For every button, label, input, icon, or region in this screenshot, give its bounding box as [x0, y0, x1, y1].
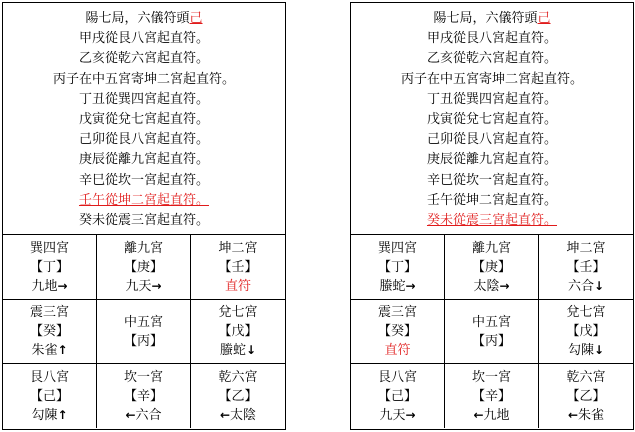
spirit-row [191, 341, 285, 360]
heavenly-stem: 【辛】 [123, 388, 163, 404]
rule-line [3, 90, 285, 110]
heavenly-stem: 【庚】 [471, 259, 511, 275]
spirit-row [351, 341, 444, 360]
rule-line-text: 癸未從震三宮起直符。 [426, 212, 557, 228]
palace-name: 坤二宮 [218, 240, 258, 256]
heavenly-stem: 【丁】 [377, 259, 417, 275]
rule-line-text: 己卯從艮八宮起直符。 [426, 132, 557, 148]
spirit-row [97, 406, 190, 425]
up-arrow: ↑ [57, 407, 68, 422]
spirit-row [539, 406, 633, 425]
rule-line-text: 戊寅從兌七宮起直符。 [426, 111, 557, 127]
spirit-name: 勾陳 [31, 407, 58, 423]
palace-cell [445, 364, 539, 428]
palace-cell [445, 235, 539, 300]
left-arrow: ← [125, 407, 136, 422]
spirit-row [445, 277, 538, 296]
heavenly-stem: 【己】 [29, 388, 69, 404]
heavenly-stem: 【辛】 [471, 388, 511, 404]
rule-line-text: 戊寅從兌七宮起直符。 [78, 111, 209, 127]
palace-cell [191, 300, 285, 364]
spirit-name: 直符 [384, 343, 411, 358]
rule-line [3, 130, 285, 150]
rule-line [351, 110, 633, 130]
palace-name: 坎一宮 [471, 369, 511, 385]
rule-line [3, 150, 285, 170]
rule-line-text: 丁丑從巽四宮起直符。 [426, 91, 557, 107]
palace-cell [191, 235, 285, 300]
palace-cell [3, 235, 97, 300]
palace-name: 兌七宮 [218, 305, 258, 320]
heavenly-stem: 【庚】 [123, 259, 163, 275]
rule-line-text: 辛巳從坎一宮起直符。 [78, 172, 209, 188]
palace-cell [97, 364, 191, 428]
rule-line [3, 49, 285, 69]
palace-name: 離九宮 [471, 240, 511, 256]
palace-name: 乾六宮 [218, 369, 258, 385]
heavenly-stem: 【己】 [377, 388, 417, 404]
rule-text-block [3, 3, 285, 234]
rule-line-text: 庚辰從離九宮起直符。 [78, 152, 209, 168]
right-arrow: → [499, 278, 510, 293]
spirit-name: 九天 [125, 278, 152, 294]
rule-line [351, 9, 633, 29]
palace-name: 兌七宮 [566, 305, 606, 320]
palace-cell [3, 300, 97, 364]
spirit-row [539, 277, 633, 296]
heavenly-stem: 【壬】 [566, 259, 606, 275]
palace-cell [97, 235, 191, 300]
heavenly-stem: 【丁】 [29, 259, 69, 275]
left-panel [2, 2, 286, 430]
highlight-stem: 己 [189, 11, 203, 26]
spirit-name: 螣蛇 [219, 343, 246, 358]
palace-name: 艮八宮 [29, 369, 69, 385]
rule-line-text: 乙亥從乾六宮起直符。 [426, 51, 557, 67]
palace-name: 巽四宮 [29, 240, 69, 256]
palace-name: 乾六宮 [566, 369, 606, 385]
heavenly-stem: 【丙】 [123, 333, 163, 349]
heavenly-stem: 【壬】 [218, 259, 258, 275]
rule-line-text: 甲戌從艮八宮起直符。 [426, 31, 557, 47]
rule-line [3, 110, 285, 130]
palace-name: 中五宮 [123, 314, 163, 330]
rule-line-text: 辛巳從坎一宮起直符。 [426, 172, 557, 188]
rule-line-text: 壬午從坤二宮起直符。 [78, 192, 209, 208]
rule-line-text: 甲戌從艮八宮起直符。 [78, 31, 209, 47]
palace-cell [539, 235, 633, 300]
palace-cell [445, 300, 539, 364]
rule-line-text: 庚辰從離九宮起直符。 [426, 152, 557, 168]
spirit-name: 六合 [567, 278, 594, 294]
rule-line [351, 150, 633, 170]
rule-line-text: 壬午從坤二宮起直符。 [426, 192, 557, 208]
rule-line-text: 陽七局，六儀符頭 [85, 11, 190, 26]
heavenly-stem: 【癸】 [377, 324, 417, 339]
spirit-row [3, 406, 96, 425]
rule-line [351, 130, 633, 150]
spirit-name: 直符 [224, 278, 251, 294]
palace-name: 震三宮 [377, 305, 417, 320]
rule-line-text: 己卯從艮八宮起直符。 [78, 132, 209, 148]
palace-cell [351, 300, 445, 364]
spirit-name: 太陰 [473, 278, 500, 294]
spirit-row [445, 406, 538, 425]
rule-line [351, 171, 633, 191]
spirit-row [97, 277, 190, 296]
rule-line [3, 29, 285, 49]
rule-line [351, 90, 633, 110]
palace-name: 巽四宮 [377, 240, 417, 256]
spirit-row [3, 277, 96, 296]
palace-cell [539, 300, 633, 364]
heavenly-stem: 【戊】 [566, 324, 606, 339]
heavenly-stem: 【乙】 [566, 388, 606, 404]
rule-line-text: 丙子在中五宮寄坤二宮起直符。 [400, 71, 583, 87]
rule-line-text: 丁丑從巽四宮起直符。 [78, 91, 209, 107]
right-arrow: → [151, 278, 162, 293]
rule-line-text: 乙亥從乾六宮起直符。 [78, 51, 209, 67]
highlight-stem: 己 [537, 11, 551, 26]
palace-name: 坎一宮 [123, 369, 163, 385]
spirit-name: 螣蛇 [379, 278, 406, 294]
spirit-name: 太陰 [230, 407, 257, 423]
spirit-row [351, 406, 444, 425]
rule-line-text: 丙子在中五宮寄坤二宮起直符。 [52, 71, 235, 87]
heavenly-stem: 【戊】 [218, 324, 258, 339]
left-arrow: ← [219, 407, 231, 422]
down-arrow: ↓ [593, 278, 605, 293]
rule-line-text: 陽七局，六儀符頭 [433, 11, 538, 26]
rule-line [351, 211, 633, 231]
palace-name: 坤二宮 [566, 240, 606, 256]
palace-cell [191, 364, 285, 428]
rule-line [351, 191, 633, 211]
heavenly-stem: 【丙】 [471, 333, 511, 349]
rule-line [351, 29, 633, 49]
rule-line [3, 9, 285, 29]
rule-line [351, 49, 633, 69]
spirit-row [539, 341, 633, 360]
right-arrow: → [405, 407, 416, 422]
spirit-row [191, 277, 285, 296]
heavenly-stem: 【癸】 [29, 324, 69, 339]
palace-cell [539, 364, 633, 428]
rule-line [3, 70, 285, 90]
left-arrow: ← [567, 407, 579, 422]
rule-line [3, 171, 285, 191]
down-arrow: ↓ [593, 343, 605, 357]
right-panel [350, 2, 634, 430]
spirit-row [3, 341, 96, 360]
rule-line-text: 癸未從震三宮起直符。 [78, 212, 209, 228]
spirit-row [191, 406, 285, 425]
rule-line [3, 211, 285, 231]
right-arrow: → [57, 278, 68, 293]
palace-cell [351, 364, 445, 428]
spirit-name: 朱雀 [578, 407, 605, 423]
up-arrow: ↑ [57, 343, 68, 357]
spirit-name: 九地 [31, 278, 58, 294]
spirit-name: 勾陳 [567, 343, 594, 358]
left-arrow: ← [473, 407, 484, 422]
spirit-name: 九天 [379, 407, 406, 423]
rule-line [351, 70, 633, 90]
palace-cell [3, 364, 97, 428]
spirit-name: 九地 [483, 407, 510, 423]
right-arrow: → [405, 278, 416, 293]
palace-name: 中五宮 [471, 314, 511, 330]
spirit-name: 六合 [135, 407, 162, 423]
palace-name: 震三宮 [29, 305, 69, 320]
palace-name: 離九宮 [123, 240, 163, 256]
rule-text-block [351, 3, 633, 234]
nine-palace-grid [351, 234, 633, 430]
down-arrow: ↓ [245, 343, 257, 357]
spirit-row [351, 277, 444, 296]
nine-palace-grid [3, 234, 285, 430]
palace-cell [351, 235, 445, 300]
spirit-name: 朱雀 [31, 343, 58, 358]
palace-name: 艮八宮 [377, 369, 417, 385]
rule-line [3, 191, 285, 211]
palace-cell [97, 300, 191, 364]
heavenly-stem: 【乙】 [218, 388, 258, 404]
